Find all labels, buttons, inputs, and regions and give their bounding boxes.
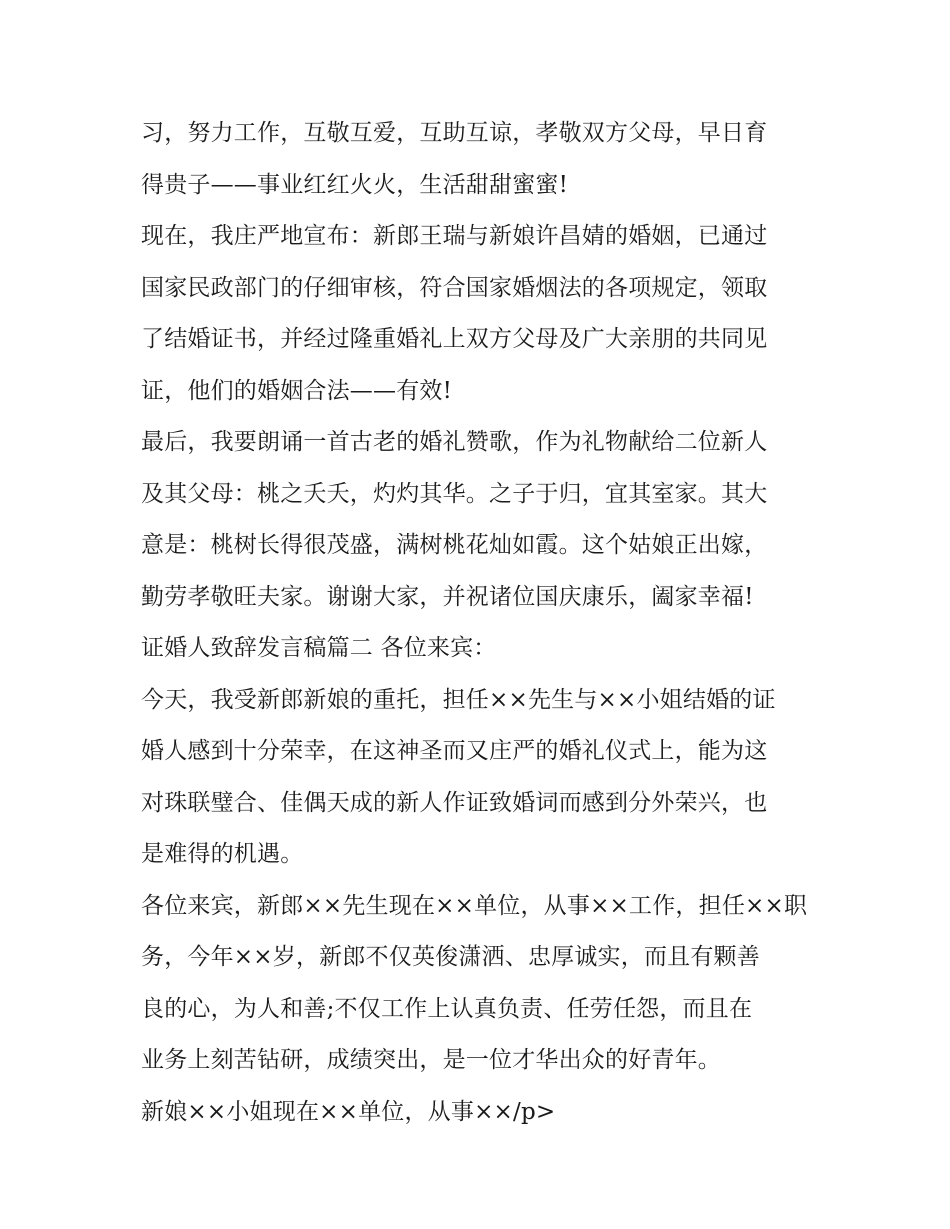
text-line-18: 良的心，为人和善;不仅工作上认真负责、任劳任怨，而且在 xyxy=(141,995,753,1022)
text-line-6: 证，他们的婚姻合法——有效! xyxy=(141,377,453,404)
text-line-1: 习，努力工作，互敬互爱，互助互谅，孝敬双方父母，早日育 xyxy=(141,120,768,146)
document-body xyxy=(141,108,821,1138)
text-line-17: 务，今年××岁，新郎不仅英俊潇洒、忠厚诚实，而且有颗善 xyxy=(141,944,760,970)
text-line-13: 婚人感到十分荣幸，在这神圣而又庄严的婚礼仪式上，能为这 xyxy=(141,738,768,764)
text-line-8: 及其父母：桃之夭夭，灼灼其华。之子于归，宜其室家。其大 xyxy=(141,480,768,507)
text-line-7: 最后，我要朗诵一首古老的婚礼赞歌，作为礼物献给二位新人 xyxy=(141,429,768,455)
text-line-20: 新娘××小姐现在××单位，从事××/p> xyxy=(141,1098,556,1125)
text-line-10: 勤劳孝敬旺夫家。谢谢大家，并祝诸位国庆康乐，阖家幸福! xyxy=(141,583,754,610)
text-line-16: 各位来宾，新郎××先生现在××单位，从事××工作，担任××职 xyxy=(141,892,808,919)
text-line-19: 业务上刻苦钻研，成绩突出，是一位才华出众的好青年。 xyxy=(141,1047,721,1073)
text-line-3: 现在，我庄严地宣布：新郎王瑞与新娘许昌婧的婚姻，已通过 xyxy=(141,223,768,249)
text-line-9: 意是：桃树长得很茂盛，满树桃花灿如霞。这个姑娘正出嫁， xyxy=(141,532,768,558)
text-line-14: 对珠联璧合、佳偶天成的新人作证致婚词而感到分外荣兴，也 xyxy=(141,789,768,816)
text-line-4: 国家民政部门的仔细审核，符合国家婚烟法的各项规定，领取 xyxy=(141,274,768,301)
text-line-15: 是难得的机遇。 xyxy=(141,841,304,867)
section-heading: 证婚人致辞发言稿篇二 各位来宾： xyxy=(141,635,497,661)
text-line-12: 今天，我受新郎新娘的重托，担任××先生与××小姐结婚的证 xyxy=(141,686,776,713)
text-line-2: 得贵子——事业红红火火，生活甜甜蜜蜜! xyxy=(141,171,569,198)
text-line-5: 了结婚证书，并经过隆重婚礼上双方父母及广大亲朋的共同见 xyxy=(141,326,768,352)
